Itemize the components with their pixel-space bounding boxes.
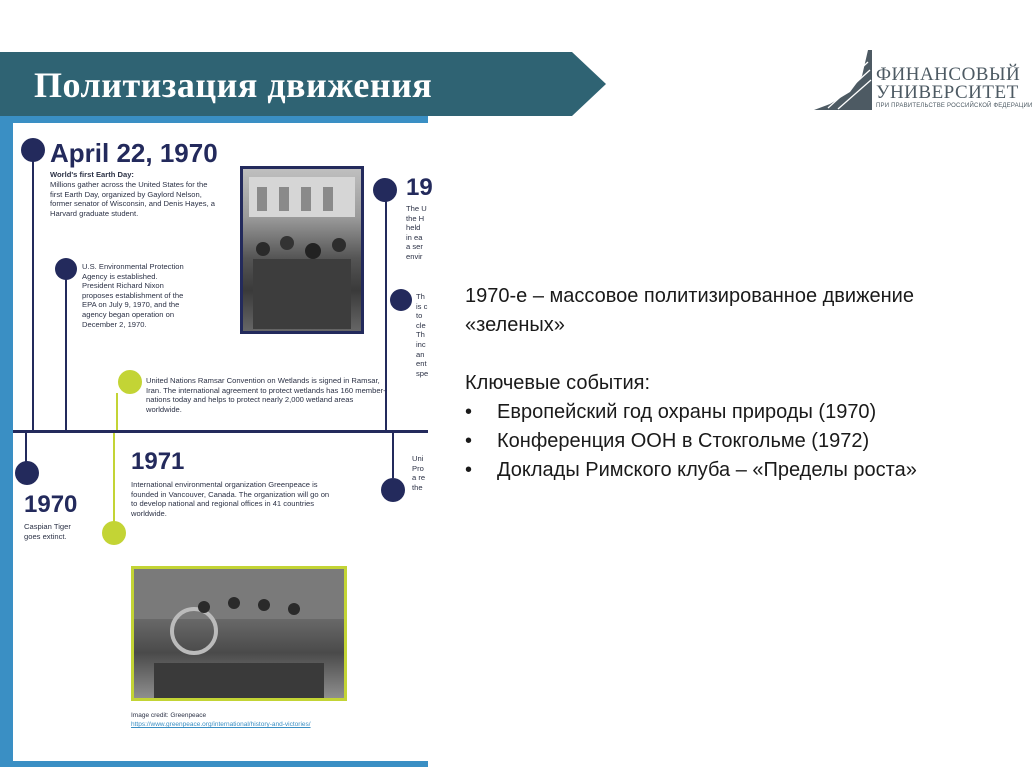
list-item: • Европейский год охраны природы (1970) bbox=[465, 398, 1005, 427]
event-date-earth-day: April 22, 1970 bbox=[50, 138, 218, 168]
event-text-epa: U.S. Environmental Protection Agency is established. President Richard Nixon proposes establishment of the EPA on July 9, 1970, and the agency began operation on December 2, 1970. bbox=[82, 262, 184, 329]
photo-credit-link[interactable]: https://www.greenpeace.org/international/history-and-victories/ bbox=[131, 721, 311, 728]
slide-body-text bbox=[465, 282, 1005, 485]
earth-day-crowd-photo bbox=[240, 166, 364, 334]
event-text-greenpeace: International environmental organization Greenpeace is founded in Vancouver, Canada. The organization will go on to develop national and regional offices in 41 countries worldwide. bbox=[131, 480, 330, 518]
timeline-stem-4 bbox=[113, 433, 115, 528]
timeline-dot bbox=[373, 178, 397, 202]
timeline-dot bbox=[390, 289, 412, 311]
photo-credit: Image credit: Greenpeace bbox=[131, 712, 207, 719]
intro-line-1: 1970-е – массовое политизированное движение bbox=[465, 285, 914, 307]
event-text-ramsar: United Nations Ramsar Convention on Wetlands is signed in Ramsar, Iran. The international agreement to protect wetlands has 160 member-nations today and helps to protect nearly 2,000 wetland areas worldwide. bbox=[146, 376, 386, 414]
title-banner bbox=[0, 52, 608, 116]
infographic-border-top bbox=[0, 116, 428, 123]
timeline-stem-2 bbox=[65, 276, 67, 430]
list-item: • Конференция ООН в Стокгольме (1972) bbox=[465, 427, 1005, 456]
timeline-stem-right-3 bbox=[392, 433, 394, 478]
logo-text-line3: ПРИ ПРАВИТЕЛЬСТВЕ РОССИЙСКОЙ ФЕДЕРАЦИИ bbox=[876, 103, 1033, 109]
infographic-border-bottom bbox=[0, 761, 428, 767]
timeline-stem-1 bbox=[32, 152, 34, 430]
logo-emblem-icon bbox=[810, 48, 874, 114]
logo-text-line1: ФИНАНСОВЫЙ bbox=[876, 64, 1021, 85]
timeline-dot bbox=[102, 521, 126, 545]
cut-text-col3: Uni Pro a re the bbox=[412, 454, 426, 492]
timeline-dot bbox=[15, 461, 39, 485]
event-text-earth-day: Millions gather across the United States for the first Earth Day, organized by Gaylord Nelson, former senator of Wisconsin, and Denis Hayes, a Harvard graduate student. bbox=[50, 180, 216, 218]
logo-text-line2: УНИВЕРСИТЕТ bbox=[876, 82, 1019, 103]
event-date-cut: 19 bbox=[406, 174, 433, 201]
crowd-photo-shapes bbox=[243, 169, 361, 331]
timeline-dot bbox=[55, 258, 77, 280]
cut-text-col2: Th is c to cle Th inc an ent spe bbox=[416, 292, 429, 378]
key-events-list bbox=[465, 398, 1005, 485]
event-date-caspian-tiger: 1970 bbox=[24, 491, 78, 518]
infographic-border-left bbox=[0, 116, 13, 767]
key-events-heading: Ключевые события: bbox=[465, 372, 650, 394]
intro-line-2: «зеленых» bbox=[465, 314, 565, 336]
timeline-axis bbox=[13, 430, 428, 433]
event-date-greenpeace: 1971 bbox=[131, 448, 185, 475]
event-heading-earth-day: World's first Earth Day: bbox=[50, 170, 134, 179]
greenpeace-group-photo bbox=[131, 566, 347, 701]
timeline-dot bbox=[381, 478, 405, 502]
timeline-dot bbox=[118, 370, 142, 394]
event-text-caspian-tiger: Caspian Tiger goes extinct. bbox=[24, 522, 71, 541]
slide-title: Политизация движения bbox=[34, 65, 433, 105]
group-photo-shapes bbox=[134, 569, 344, 698]
university-logo bbox=[810, 48, 1033, 114]
cut-text-col1: The U the H held in ea a ser envir bbox=[406, 204, 427, 261]
timeline-dot bbox=[21, 138, 45, 162]
timeline-infographic bbox=[0, 116, 433, 767]
list-item: • Доклады Римского клуба – «Пределы роста» bbox=[465, 456, 1005, 485]
timeline-stem-3 bbox=[116, 393, 118, 430]
